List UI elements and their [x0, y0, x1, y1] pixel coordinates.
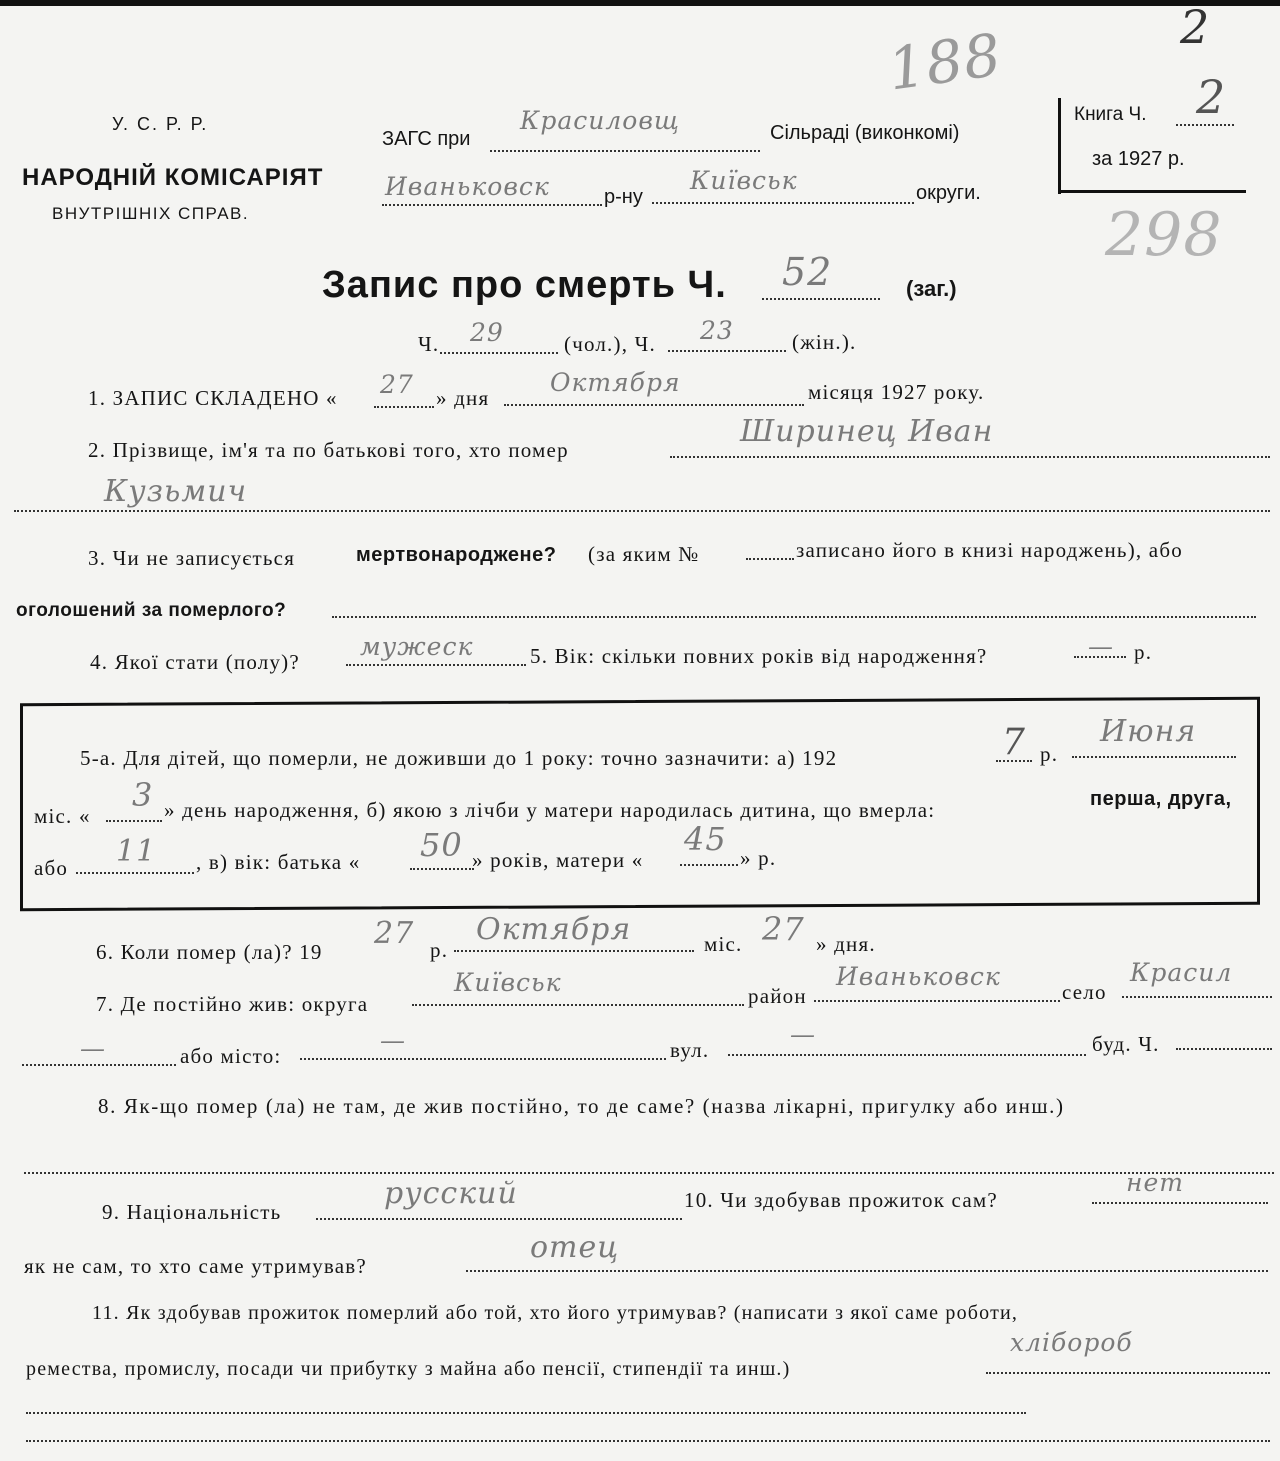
field-6-month: міс.	[704, 932, 743, 956]
father-age: 50	[420, 826, 463, 864]
rayon-name: Иваньковск	[385, 172, 550, 201]
field-10-label: 10. Чи здобував прожиток сам?	[684, 1188, 998, 1212]
record-title: Запис про смерть Ч.	[322, 264, 727, 306]
declared-dead-label: оголошений за померлого?	[16, 600, 287, 621]
supported-by: отец	[530, 1230, 620, 1265]
death-month: Октября	[476, 912, 632, 947]
book-number-line	[1176, 124, 1234, 126]
self-support-line	[1092, 1202, 1268, 1204]
field-5-years: р.	[1134, 640, 1153, 664]
field-6-year-suffix: р.	[430, 938, 449, 962]
field-5a-label: 5-а. Для дітей, що померли, не доживши до 1 року: точно зазначити: а) 192	[80, 746, 838, 770]
male-label: (чол.), Ч.	[564, 332, 656, 356]
okrug-suffix: округи.	[916, 182, 981, 204]
death-day: 27	[762, 910, 805, 948]
mother-age: 45	[684, 820, 727, 858]
death-month-line	[454, 950, 694, 952]
residence-village-line	[1122, 996, 1272, 998]
sex-line	[346, 664, 526, 666]
rayon-line	[382, 204, 602, 206]
field-1-prefix: 1. ЗАПИС СКЛАДЕНО «	[88, 386, 338, 410]
birth-order: 11	[116, 834, 157, 869]
occupation-line	[986, 1372, 1270, 1374]
field-11-continuation: ремества, промислу, посади чи прибутку з майна або пенсії, стипендії та инш.)	[26, 1358, 791, 1380]
death-year-digits: 27	[374, 916, 415, 951]
record-number: 52	[782, 250, 833, 294]
rayon-suffix: р-ну	[604, 186, 643, 208]
occupation: хлібороб	[1010, 1328, 1133, 1357]
field-5a-father-age-label: , в) вік: батька «	[196, 850, 361, 874]
book-number: 2	[1196, 70, 1227, 124]
residence-dash-1: —	[80, 1034, 106, 1063]
field-1-day: » дня	[436, 386, 490, 410]
record-month: Октября	[550, 368, 681, 397]
book-year: за 1927 р.	[1092, 148, 1185, 170]
street-line	[728, 1054, 1086, 1056]
side-number: 298	[1105, 200, 1223, 270]
field-5a-mother-age-label: » років, матери «	[472, 848, 644, 872]
residence-dash-3: —	[790, 1020, 816, 1049]
male-number: 29	[470, 318, 504, 347]
book-label: Книга Ч.	[1074, 104, 1147, 125]
residence-rayon-line	[814, 1000, 1060, 1002]
place-of-death-line	[24, 1172, 1274, 1174]
birth-month: Июня	[1100, 714, 1197, 749]
field-5a-birth-text: » день народження, б) якою з лічби у матери народилась дитина, що вмерла:	[164, 798, 936, 822]
book-box-bottom-border	[1058, 190, 1246, 193]
field-1-suffix: місяця 1927 року.	[808, 380, 985, 404]
deceased-patronymic: Кузьмич	[104, 474, 248, 509]
mother-age-line	[680, 864, 738, 866]
field-10-supporter-label: як не сам, то хто саме утримував?	[24, 1254, 367, 1278]
scan-top-edge	[0, 0, 1280, 6]
okrug-name: Київськ	[690, 166, 798, 195]
day-line	[374, 406, 434, 408]
occupation-continuation-line-2	[26, 1440, 1270, 1442]
field-7-label: 7. Де постійно жив: округа	[96, 992, 369, 1016]
commissariat-header: НАРОДНІЙ КОМІСАРІЯТ	[22, 164, 324, 191]
field-5a-or: або	[34, 856, 69, 880]
okrug-line	[652, 202, 914, 204]
birth-day-line	[106, 820, 162, 822]
female-number: 23	[700, 316, 734, 345]
village-council-label: Сільраді (виконкомі)	[770, 122, 960, 144]
birth-order-options: перша, друга,	[1090, 788, 1232, 810]
field-9-label: 9. Національність	[102, 1200, 282, 1224]
stillborn-label: мертвонароджене?	[356, 544, 557, 566]
supporter-line	[466, 1270, 1268, 1272]
title-suffix: (заг.)	[906, 276, 957, 301]
female-label: (жін.).	[792, 330, 857, 354]
self-support: нет	[1126, 1168, 1184, 1197]
city-line	[300, 1058, 666, 1060]
occupation-continuation-line-1	[26, 1412, 1026, 1414]
field-2-label: 2. Прізвище, ім'я та по батькові того, хто помер	[88, 438, 569, 462]
field-6-label: 6. Коли помер (ла)? 19	[96, 940, 323, 964]
residence-dash-2: —	[380, 1026, 406, 1055]
record-number-line	[762, 298, 880, 300]
field-11-label: 11. Як здобував прожиток померлий або той, хто його утримував? (написати з якої саме роботи,	[92, 1302, 1019, 1324]
field-6-suffix: » дня.	[816, 932, 876, 956]
zags-prefix: ЗАГС при	[382, 128, 471, 150]
deceased-age: —	[1088, 632, 1114, 661]
house-line	[1176, 1048, 1272, 1050]
village-council-name: Красиловщ	[520, 106, 680, 135]
field-4-label: 4. Якої стати (полу)?	[90, 650, 300, 674]
field-7-village: село	[1062, 980, 1107, 1004]
field-7-rayon: район	[748, 984, 807, 1008]
field-8-label: 8. Як-що помер (ла) не там, де жив постійно, то де саме? (назва лікарні, пригулку або инш.)	[98, 1094, 1065, 1118]
deceased-name: Ширинец Иван	[740, 414, 994, 449]
corner-number: 2	[1180, 0, 1211, 54]
birth-order-line	[76, 872, 194, 874]
top-number: 188	[883, 20, 1006, 104]
deceased-sex: мужеск	[360, 632, 474, 661]
field-5a-suffix: » р.	[740, 846, 777, 870]
book-box-left-border	[1058, 98, 1061, 194]
residence-village: Красил	[1130, 958, 1233, 987]
nationality-line	[316, 1218, 682, 1220]
birth-day: 3	[132, 776, 154, 814]
record-day: 27	[380, 370, 414, 399]
birth-book-number-line	[746, 558, 794, 560]
internal-affairs-header: ВНУТРІШНІХ СПРАВ.	[52, 204, 250, 223]
field-3-suffix: записано його в книзі народжень), або	[796, 538, 1183, 562]
residence-rayon: Иваньковск	[836, 962, 1001, 991]
male-number-line	[440, 352, 558, 354]
village-council-line	[490, 150, 760, 152]
field-5a-year-suffix: р.	[1040, 742, 1059, 766]
field-7-city: або місто:	[180, 1044, 282, 1068]
field-7-house: буд. Ч.	[1092, 1032, 1160, 1056]
name-continuation-line	[14, 510, 1270, 512]
birth-month-line	[1072, 756, 1236, 758]
name-line	[670, 456, 1270, 458]
field-3-label: 3. Чи не записується	[88, 546, 296, 570]
residence-continuation-line	[22, 1064, 176, 1066]
number-label: Ч.	[418, 332, 440, 356]
republic-header: У. С. Р. Р.	[112, 114, 209, 134]
father-age-line	[410, 868, 474, 870]
field-7-street: вул.	[670, 1038, 710, 1062]
month-line	[504, 404, 804, 406]
field-5-label: 5. Вік: скільки повних років від народження?	[530, 644, 988, 668]
field-3-number: (за яким №	[588, 542, 700, 566]
female-number-line	[668, 350, 786, 352]
residence-okrug-line	[412, 1004, 744, 1006]
declared-dead-line	[332, 616, 1256, 618]
field-5a-month-prefix: міс. «	[34, 804, 91, 828]
residence-okrug: Київськ	[454, 968, 562, 997]
nationality: русский	[384, 1176, 518, 1211]
birth-year-digit: 7	[1002, 722, 1026, 763]
